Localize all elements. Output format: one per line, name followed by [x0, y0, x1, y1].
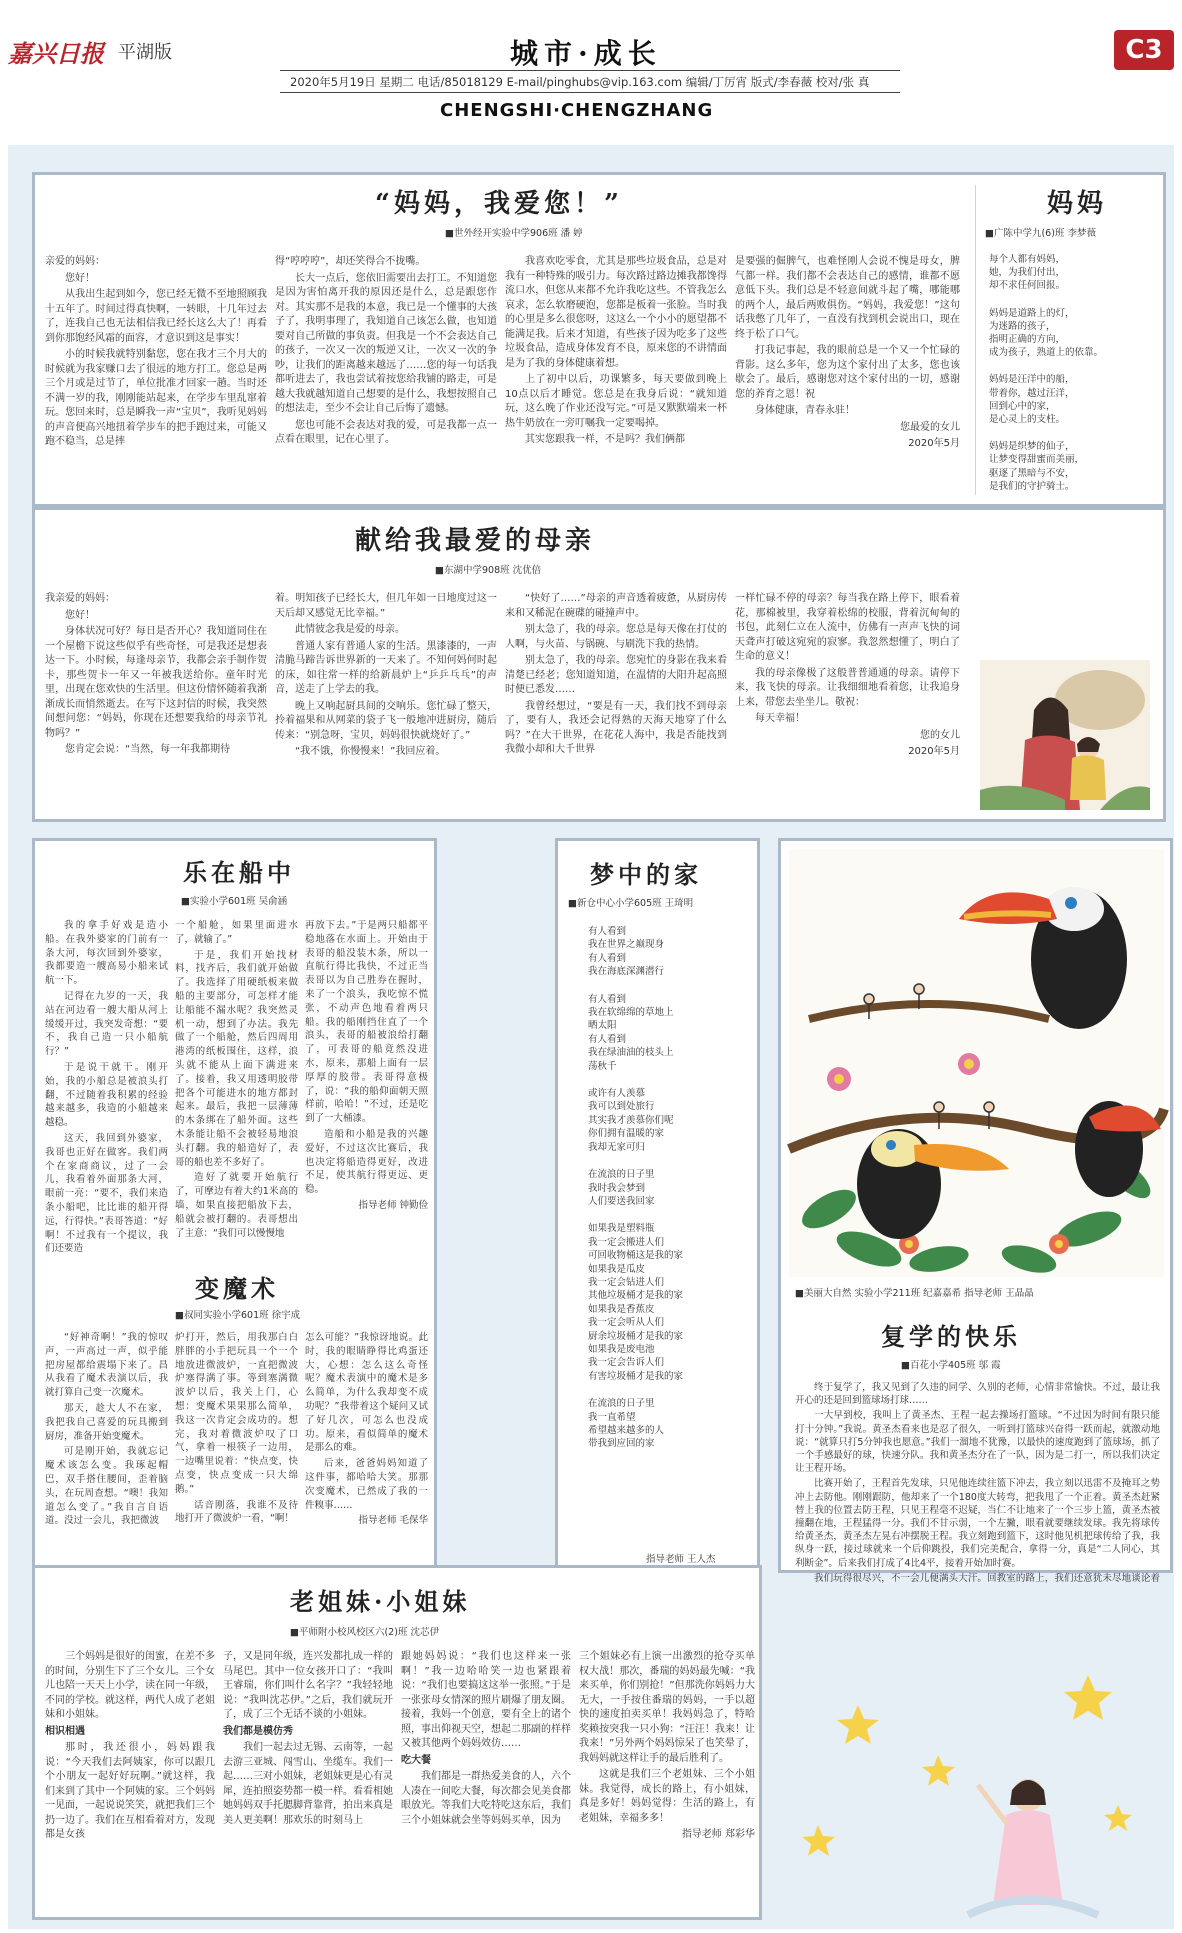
- paragraph: 一大早到校，我叫上了黄圣杰、王程一起去操场打篮球。“不过因为时间有限只能打十分钟。”我说。黄圣杰看来也是忍了很久，一听到打篮球兴奋得一跃而起，就激动地说：“就算只打5分钟我也愿意。”我们一溜地不犹豫，以最快的速度跑到了篮球场，抓了一个手感最好的球，快速分队。我和黄圣杰分在了一队，因为是二打一，所以我们决定让王程开场。: [795, 1410, 1160, 1475]
- poem-line: 我在绿油油的枝头上: [588, 1047, 674, 1059]
- poem-line: 其他垃圾桶才是我的家: [588, 1290, 684, 1302]
- paragraph: 晚上又响起厨具间的交响乐。您忙碌了整天，拎着福果和从网菜的袋子飞一般地冲进厨房，随后传来：“别急呀，宝贝，妈妈很快就烧好了。”: [275, 700, 497, 741]
- poem-line: 有人看到: [588, 926, 627, 937]
- page-number-badge: C3: [1114, 30, 1174, 70]
- article-column: [45, 592, 267, 817]
- paragraph: 记得在九岁的一天，我站在河边看一艘大船从河上缓缓开过，我突发奇想：“要不，我自己造一只小船航行？”: [45, 990, 168, 1058]
- poem-line: 带我到应回的家: [588, 1438, 655, 1450]
- poem-line: 我一定会钻进人们: [588, 1276, 665, 1288]
- poem-line: 妈妈是汪洋中的船，: [989, 374, 1075, 386]
- poem-line: 我一直希望: [588, 1411, 636, 1423]
- paragraph: 我亲爱的妈妈：: [45, 593, 115, 604]
- poem-line: 我却无家可归: [588, 1141, 646, 1153]
- poem-line: 在流浪的日子里: [588, 1169, 655, 1181]
- paragraph: 您好！: [65, 609, 95, 621]
- panel-jiemei: [32, 1565, 762, 1920]
- poem-stanza: [588, 1222, 758, 1383]
- poem-line: 有人看到: [588, 952, 627, 964]
- paragraph: 后来，爸爸妈妈知道了这件事，都哈哈大笑。那那次变魔术，已然成了我的一件糗事……: [305, 1458, 428, 1511]
- article-column: [175, 919, 298, 1259]
- subheading: 我们都是模仿秀: [223, 1725, 293, 1737]
- article-column: [275, 592, 497, 817]
- article-column: [505, 255, 727, 503]
- poem-line: 让梦变得甜蜜而美丽，: [989, 454, 1085, 466]
- poem-line: 我在软绵绵的草地上: [588, 1007, 674, 1019]
- paragraph: 炉打开，然后，用我那白白胖胖的小手把玩具一个一个地放进微波炉，一直把微波炉塞得满了事。等到塞满微波炉以后，我关上门，心想：变魔术果果那么简单，我这一次肯定会成功的。想完，我对着微波炉叹了口气，拿着一根筷子一边用，一边嘴里说着：“快点变，快点变，快点变成一只大绵鹅。”: [175, 1332, 298, 1495]
- paragraph: 身体状况可好？每日是否开心？我知道同住在一个屋檐下说这些似乎有些奇怪，可是我还是想表达一下。小时候，每逢母亲节，我都会亲手制作贺卡，那些贺卡一年又一年被我送给你。童年时光里，出现在您欢快的生活里。但这份情怀随着我渐渐成长而悄然逝去。在写下这封信的时候，我突然间想问您：“妈妈，你现在还想要我给的母亲节礼物吗？”: [45, 626, 267, 739]
- poem-stanza: [989, 307, 1159, 360]
- column-divider: [975, 185, 976, 495]
- poem-line: 可回收物桶这是我的家: [588, 1250, 684, 1262]
- paragraph: 怎么可能？”我惊讶地说。此时，我的眼睛睁得比鸡蛋还大，心想：怎么这么奇怪呢？魔术表演中的魔术是多么简单，为什么我却变不成功呢？”我带着这个疑问又试了好几次，可怎么也没成功。原来，看似简单的魔术是那么的难。: [305, 1332, 428, 1454]
- paragraph: 于是说干就干。刚开始，我的小船总是被浪头打翻，不过随着我积累的经验越来越多，我造的小船越来越稳。: [45, 1061, 168, 1129]
- paragraph: 跟她妈妈说：“我们也这样来一张啊！”我一边哈哈笑一边也紧跟着说：“我们也要搞这这举一张照。”于是一张张母女情深的照片刷爆了朋友圈。接着，我妈一个创意，要有全上的诸个照，事出仰视天空，想起二那副的样样又被其他两个妈妈效仿……: [401, 1651, 571, 1749]
- poem-line: 是我们的守护骑士。: [989, 480, 1075, 492]
- paragraph: 亲爱的妈妈：: [45, 256, 105, 267]
- paragraph: 其实您跟我一样，不是吗？我们俩都: [525, 434, 685, 445]
- paragraph: 再放下去。”于是两只船都平稳地落在水面上。开始由于表哥的船没装木条，所以一直航行得比我快，不过正当表哥以为自己胜券在握时，来了一个浪头，我吃惊不慌张，不动声色地看着两只船。我的船刚挡住直了一个浪头，表哥的船被浪给打翻了，可表哥的船竟然没进水，原来，那船上面有一层厚厚的胶带。表哥得意极了，说：“我的船仰面朝天照样前，哈哈！”不过，还是吃到了一大桶漆。: [305, 920, 428, 1125]
- poem-line: 带着你，越过汪洋，: [989, 387, 1075, 399]
- article-column: [505, 592, 727, 817]
- poem-line: 我时我会梦到: [588, 1182, 646, 1194]
- newspaper-logo: 嘉兴日报: [8, 39, 104, 68]
- poem-line: 有害垃圾桶才是我的家: [588, 1370, 684, 1382]
- paragraph: 一样忙碌不停的母亲？每当我在路上停下，眼看着花，那棉被里，我穿着松绵的校服，背着沉甸甸的书包，此刻仁立在人流中，仿佛有一声声飞快的词天聋声打破这宛宛的寂寥。我忽然想懂了，明白了生命的意义！: [735, 593, 960, 662]
- article-column: [223, 1650, 393, 1915]
- poem-stanza: [989, 373, 1159, 426]
- teacher-credit: 指导老师 郑彩华: [681, 1829, 755, 1840]
- poem-stanza: [588, 1087, 758, 1154]
- poem-line: 如果我是塑料瓶: [588, 1223, 655, 1235]
- poem-byline: ■新仓中心小学605班 王琦明: [568, 898, 694, 909]
- paragraph: 别太急了，我的母亲。您宛忙的身影在我来看清楚已经老；您知道知道，在温情的大阳升起高照时便已悉发……: [505, 655, 727, 695]
- poem-line: 如果我是瓜皮: [588, 1263, 646, 1275]
- poem-stanza: [588, 1397, 758, 1451]
- paragraph: 造船和小船是我的兴趣爱好，不过这次比赛后，我也决定将船造得更好，改进不足，使其航行得更远、更稳。: [305, 1128, 428, 1196]
- paragraph: 可是刚开始，我就忘记魔术该怎么变。我琢起帽巴，双手搭住腰间，歪着脑头，在玩周查想。“噢！我知道怎么变了。”我自言自语道。没过一会儿，我把微波: [45, 1446, 168, 1527]
- paragraph: 此情彼念我是爱的母亲。: [295, 624, 405, 635]
- artwork-caption: ■美丽大自然 实验小学211班 纪嘉嘉希 指导老师 王晶晶: [795, 1288, 1034, 1299]
- poem-line: 如果我是香蕉皮: [588, 1303, 655, 1315]
- article-column: [305, 919, 428, 1259]
- paragraph: 终于复学了，我又见到了久违的同学、久别的老师，心情非常愉快。不过，最让我开心的还是回到篮球场打球……: [795, 1382, 1160, 1407]
- poem-byline: ■广陈中学九(6)班 李梦薇: [985, 228, 1096, 239]
- article-column: [735, 255, 960, 503]
- poem-line: 在流浪的日子里: [588, 1398, 655, 1410]
- article-column: [579, 1650, 755, 1915]
- paragraph: 于是，我们开始找材料，找齐后，我们就开始做了。我选择了用硬纸板来做船的主要部分，可怎样才能让船能不漏水呢？我突然灵机一动，想到了办法。我先做了一个船舱，然后四周用港湾的纸板围住，这样，浪头就不能从上面下满进来了。接着，我又用透明胶带把各个可能进水的地方都封起来。最后，我把一层薄薄的木条绑在了船外面。这些木条能让船不会被轻易地浪头打翻。我的船造好了，表哥的船也差不多好了。: [175, 949, 298, 1168]
- poem-line: 回到心中的家，: [989, 400, 1056, 412]
- panel-mama: [32, 172, 1166, 507]
- paragraph: 我的拿手好戏是造小船。在我外婆家的门前有一条大河，每次回到外婆家，我都要造一艘高易小船来试航一下。: [45, 920, 168, 987]
- paragraph: 那时，我还很小，妈妈跟我说：“今天我们去阿姨家，你可以跟几个小朋友一起好好玩啊。”就这样，我们来到了其中一个阿姨的家。三个妈妈一见面，一起说说笑笑，就把我们三个扔一边了。我们在互相看着对方，发现都是女孩: [45, 1742, 215, 1840]
- article-column: [401, 1650, 571, 1915]
- article-column: [45, 1331, 168, 1563]
- paragraph: 三个姐妹必有上演一出激烈的抢夺买单权大战！那次，番瑞的妈妈最先喊：“我来买单，你们别抢！”但那洗你妈妈力大无大，一手按住番瑞的妈妈，一手以超快的速度拍卖买单！我妈妈急了，特哈奖赖按突我一只小狗：“汪汪！我来！让我来！”另外两个妈妈惊呆了也笑晕了，我妈妈就这样让手的最后胜利了。: [579, 1651, 755, 1764]
- article-column: [175, 1331, 298, 1563]
- article-byline: ■实验小学601班 吴俞涵: [181, 896, 288, 907]
- edition-label: 平湖版: [118, 42, 172, 63]
- teacher-credit: 指导老师 毛保华: [358, 1515, 428, 1527]
- panel-xiangei: [32, 507, 1166, 822]
- date: 2020年5月: [908, 438, 960, 449]
- poem-line: 荡秋千: [588, 1060, 617, 1072]
- article-column: [45, 919, 168, 1259]
- paragraph: 上了初中以后，功课繁多，每天要做到晚上10点以后才睡觉。您总是在我身后说：“就知道玩，这么晚了作业还没写完。”可是又默默端来一杯热牛奶放在一旁叮嘱我一定要喝掉。: [505, 374, 727, 429]
- date: 2020年5月: [908, 746, 960, 757]
- section-title: [510, 32, 662, 72]
- paragraph: 着。明知孩子已经长大，但几年如一日地度过这一天后却又感觉无比幸福。”: [275, 593, 497, 619]
- poem-line: 我一定会搬进人们: [588, 1236, 665, 1248]
- poem-line: 希望越来越多的人: [588, 1425, 665, 1436]
- poem-line: 或许有人羡慕: [588, 1088, 646, 1100]
- poem-stanza: [989, 440, 1159, 493]
- poem-stanza: [588, 1168, 758, 1208]
- poem-line: 驱逐了黑暗与不安，: [989, 467, 1075, 479]
- poem-line: 晒太阳: [588, 1020, 617, 1032]
- panel-chuan-mofang: [32, 838, 437, 1568]
- paragraph: 普通人家有普通人家的生活。黑漆漆的，一声清脆马蹄告诉世界新的一天来了。不知何妈何时起的床，如往常一样的给新晨炉上“乒乒乓乓”的声音，送走了上学去的我。: [275, 640, 497, 695]
- paragraph: 我喜欢吃零食，尤其是那些垃圾食品，总是对我有一种特殊的吸引力。每次路过路边摊我都馋得流口水，但您从来都不允许我吃这些。不管我怎么哀求，怎么软磨硬泡，您都是板着一张脸。当时我的心里是多么很您呀，这这么一个小小的愿望都不能满足我。后来才知道，有些孩子因为吃多了这些垃圾食品，造成身体发育不良，原来您的不讲情面是为了我的身体健康着想。: [505, 256, 727, 369]
- paragraph: 每天幸福！: [755, 713, 805, 724]
- poem-line: 我一定会听从人们: [588, 1317, 665, 1329]
- article-byline: ■世外经开实验中学906班 潘 婷: [445, 228, 583, 239]
- poem-line: 是心灵上的支柱。: [989, 414, 1066, 426]
- article-title: 老姐妹·小姐妹: [290, 1587, 471, 1616]
- poem-stanza: [588, 993, 758, 1073]
- paragraph: 一个船舱，如果里面进水了，就输了。”: [175, 920, 298, 945]
- mother-child-illustration: [980, 660, 1150, 810]
- poem-line: 指明正确的方向，: [989, 334, 1066, 346]
- paragraph: 我曾经想过，“要是有一天，我们找不到母亲了，要有人，我还会记得熟的天海天地穿了什么吗？”在大干世界，在花花人海中，我是否能找到我微小却和大千世界: [505, 700, 727, 755]
- section-title-text: 城市·成长: [510, 37, 662, 70]
- poem-line: 却不求任何回报。: [989, 280, 1066, 292]
- poem-line: 如果我是废电池: [588, 1343, 655, 1355]
- article-body: [795, 1381, 1160, 1584]
- article-title: 变魔术: [195, 1274, 279, 1303]
- article-column: [735, 592, 960, 817]
- poem-line: 每个人都有妈妈，: [989, 254, 1066, 265]
- masthead-rule-bottom: [280, 92, 900, 93]
- paragraph: 我的母亲像极了这般普普通通的母亲。请停下来，我飞快的母亲。让我细细地看着您，让我追身上来，带您去坐坐儿。敬祝：: [735, 667, 960, 708]
- article-title: 乐在船中: [183, 858, 295, 887]
- teacher-credit: 指导老师 钟勤俭: [358, 1199, 428, 1211]
- paragraph: 身体健康，青春永驻！: [755, 405, 855, 416]
- article-column: [45, 255, 267, 503]
- poem-stanza: [588, 925, 758, 979]
- article-byline: ■叔同实验小学601班 徐宇成: [175, 1310, 301, 1321]
- teacher-credit: 指导老师 王人杰: [646, 1554, 716, 1565]
- panel-jia: [555, 838, 760, 1573]
- poem-line: 我在世界之巅现身: [588, 939, 665, 951]
- paragraph: 打我记事起，我的眼前总是一个又一个忙碌的背影。这么多年，您为这个家付出了太多，您也该歇会了。最后，感谢您对这个家付出的一切，感谢您的养育之恩！祝: [735, 345, 960, 400]
- girl-stars-illustration: [778, 1585, 1173, 1925]
- poem-line: 你们拥有温暖的家: [588, 1128, 665, 1140]
- paragraph: 别太急了，我的母亲。您总是每天像在打仗的人啊，与火苗、与锅碗、与刷洗下我的热情。: [505, 624, 727, 650]
- article-byline: ■百花小学405班 邬 霞: [901, 1360, 1001, 1371]
- paragraph: 长大一点后，您依旧需要出去打工。不知道您是因为害怕离开我的原因还是什么，总是跟您作对。其实那不是我的本意，我已是一个懂事的大孩子了，我明事理了，我知道自己该怎么做，也知道要对自己所做的事负责。但我是一个不会表达自己的孩子，一次又一次的叛逆又让，一次又一次的争吵，让我们的距离越来越远了……您的每一句话我都听进去了，我也尝试着按您给我铺的路走，可是越大我就越知道自己想要的是什么，我想按照自己的想法走，至少不会让自己后悔了遗憾。: [275, 272, 497, 414]
- paragraph: “快好了……”母亲的声音透着疲惫，从厨房传来和又稀泥在碗碟的碰撞声中。: [505, 593, 727, 619]
- article-title: “妈妈，我爱您！”: [375, 189, 623, 219]
- paragraph: 是要强的倔脾气，也难怪刚人会说不愧是母女，脾气都一样。我们都不会表达自己的感情，谁都不愿意低下头。我们总是不轻意间就斗起了嘴，哪能哪的两个人，最后两败俱伤。“妈妈，我爱您！”这句话我憋了几年了，一直没有找到机会说出口，现在终于松了口气。: [735, 256, 960, 340]
- paragraph: 三个妈妈是很好的闺蜜，在差不多的时间，分别生下了三个女儿。三个女儿也陪一天天上小学，读在同一年级，不同的学校。就这样，两代人成了老姐妹和小姐妹。: [45, 1651, 215, 1720]
- paragraph: 得“哼哼哼”，却还笑得合不拢嘴。: [275, 256, 426, 267]
- paragraph: 我们都是一群热爱美食的人，六个人凑在一间吃大餐，每次都会见美食都眼放光。等我们大吃特吃这东后，我们三个小姐妹就会坐等妈妈买单，因为: [401, 1771, 571, 1826]
- paragraph: 这天，我回到外婆家，我哥也正好在做客。我们两个在家商商议，过了一会儿，我看着外面那条大河，眼前一亮：“要不，我们来造条小船吧，比比谁的船开得远，行得快。”表哥答道：“好啊！不过我有一个提议，我们还要造: [45, 1132, 168, 1255]
- paragraph: 您也可能不会表达对我的爱，可是我都一点一点看在眼里，记在心里了。: [275, 419, 497, 445]
- paragraph: 我们玩得很尽兴，不一会儿便满头大汗。回教室的路上，我们还意犹未尽地谈论着: [814, 1572, 1160, 1584]
- poem-line: 我一定会告诉人们: [588, 1357, 665, 1369]
- poem-stanza: [989, 253, 1159, 293]
- poem-line: 其实我才羡慕你们呢: [588, 1114, 674, 1126]
- signature: 您的女儿: [920, 729, 960, 741]
- article-title: 复学的快乐: [881, 1322, 1021, 1351]
- poem-line: 有人看到: [588, 1033, 627, 1045]
- paragraph: 比赛开始了，王程首先发球，只见他连续往篮下冲去，我立刻以迅雷不及掩耳之势冲上去防他。刚刚跟防，他却来了一个180度大转弯，把我甩了一个正着。黄圣杰赶紧替上我的位置去防王程，只见王程毫不迟疑，当仁不让地来了一个三步上篮，黄圣杰被撞翻在地，王程猛得一分。我们不甘示弱，一个左撇，眼看就要继续发球。我先将球传给黄圣杰，黄圣杰左晃右冲摆脱王程。我立刻跑到篮下，这时他见机把球传给了我，我纵身一跃，接过球就来一个后仰跳投，我们完美配合，拿得一分，真是“二人同心，其利断金”。后来我们打成了4比4平，接着开始加时赛。: [795, 1478, 1160, 1569]
- masthead-rule-top: [280, 70, 900, 71]
- poem-line: 妈妈是道路上的灯，: [989, 307, 1075, 319]
- panel-art-fuxue: [778, 838, 1173, 1584]
- section-pinyin: CHENGSHI·CHENGZHANG: [440, 100, 714, 121]
- poem-line: 我可以到处旅行: [588, 1101, 655, 1113]
- paragraph: 我们一起去过无锡、云南等，一起去游三亚城、闯雪山、坐缆车。我们一起……三对小姐妹，老姐妹更是心有灵犀，连拍照姿势都一模一样。看看相她她妈妈双手托腮脚背靠背，拍出来真是美人更美啊！那欢乐的时刻马上: [223, 1742, 393, 1826]
- article-byline: ■东湖中学908班 沈优倍: [435, 565, 542, 576]
- poem-title: 梦中的家: [590, 860, 702, 889]
- signature: 您最爱的女儿: [900, 421, 960, 433]
- paragraph: 造好了就要开始航行了，可摩边有着大约1米高的墙，如果直接把船放下去，船就会被打翻的。表哥想出了主意：“我们可以慢慢地: [175, 1172, 298, 1239]
- poem-line: 有人看到: [588, 993, 627, 1005]
- paragraph: 小的时候我就特别黏您，您在我才三个月大的时候就为我家赚口去了很远的地方打工。您总是两三个月或是过节了，单位批准才回家一趟。当时还不满一岁的我，刚刚能站起来，在学步车里乱窜着玩。您回来时，总是瞬我一声“宝贝”，我听见妈妈的声音便高兴地扭着学步车的把手跑过来，可能又跑不稳当，总是摔: [45, 349, 267, 447]
- article-byline: ■平师附小校风校区六(2)班 沈芯伊: [290, 1627, 439, 1638]
- poem-line: 我在海底深渊潜行: [588, 966, 665, 978]
- article-title: 献给我最爱的母亲: [355, 526, 596, 556]
- poem-body: [588, 925, 758, 1465]
- poem-line: 成为孩子，熟道上的依靠。: [989, 347, 1104, 359]
- paragraph: “我不饿，你慢慢来！”我回应着。: [295, 746, 446, 757]
- article-column: [275, 255, 497, 503]
- masthead-info: 2020年5月19日 星期二 电话/85018129 E-mail/pinghubs@vip.163.com 编辑/丁厉宵 版式/李春薇 校对/张 真: [290, 75, 870, 89]
- subheading: 吃大餐: [401, 1754, 431, 1766]
- poem-line: 她，为我们付出，: [989, 267, 1066, 279]
- paragraph: 您肯定会说：“当然，每一年我都期待: [65, 744, 231, 755]
- article-column: [305, 1331, 428, 1563]
- toucan-artwork: [789, 849, 1164, 1277]
- paragraph: 这就是我们三个老姐妹、三个小姐妹。我觉得，成长的路上，有小姐妹，真是多好！妈妈觉得：生活的路上，有老姐妹，幸福多多！: [579, 1769, 755, 1824]
- paragraph: 您好！: [65, 272, 95, 284]
- poem-line: 厨余垃圾桶才是我的家: [588, 1330, 684, 1342]
- paragraph: “好神奇啊！”我的惊叹声，一声高过一声，似乎能把房屋都给震塌下来了。昌从我看了魔术表演以后，我就打算自己变一次魔术。: [45, 1332, 168, 1399]
- paragraph: 话音刚落，我谁不及待地打开了微波炉一看，“啊！: [175, 1499, 298, 1525]
- masthead: [0, 0, 1182, 140]
- poem-title: 妈妈: [1047, 189, 1108, 219]
- article-column: [45, 1650, 215, 1915]
- poem-line: 妈妈是织梦的仙子，: [989, 441, 1075, 453]
- paragraph: 那天，趁大人不在家，我把我自己喜爱的玩具搬到厨房，准备开始变魔术。: [45, 1402, 168, 1442]
- poem-line: 为迷路的孩子，: [989, 320, 1056, 332]
- paragraph: 子，又是同年级，连兴发都扎成一样的马尾巴。其中一位女孩开口了：“我叫王睿瑞，你们叫什么名字？”我轻轻地说：“我叫沈芯伊。”之后，我们就玩开了，成了三个无话不谈的小姐妹。: [223, 1651, 393, 1720]
- poem-line: 人们要送我回家: [588, 1195, 655, 1207]
- paragraph: 从我出生起到如今，您已经无微不至地照顾我十五年了。时间过得真快啊，一转眼，十几年过去了，连我自己也无法相信我已经长这么大了！再看到你那饱经风霜的面容，才意识到这是事实！: [45, 289, 267, 344]
- subheading: 相识相遇: [45, 1725, 85, 1737]
